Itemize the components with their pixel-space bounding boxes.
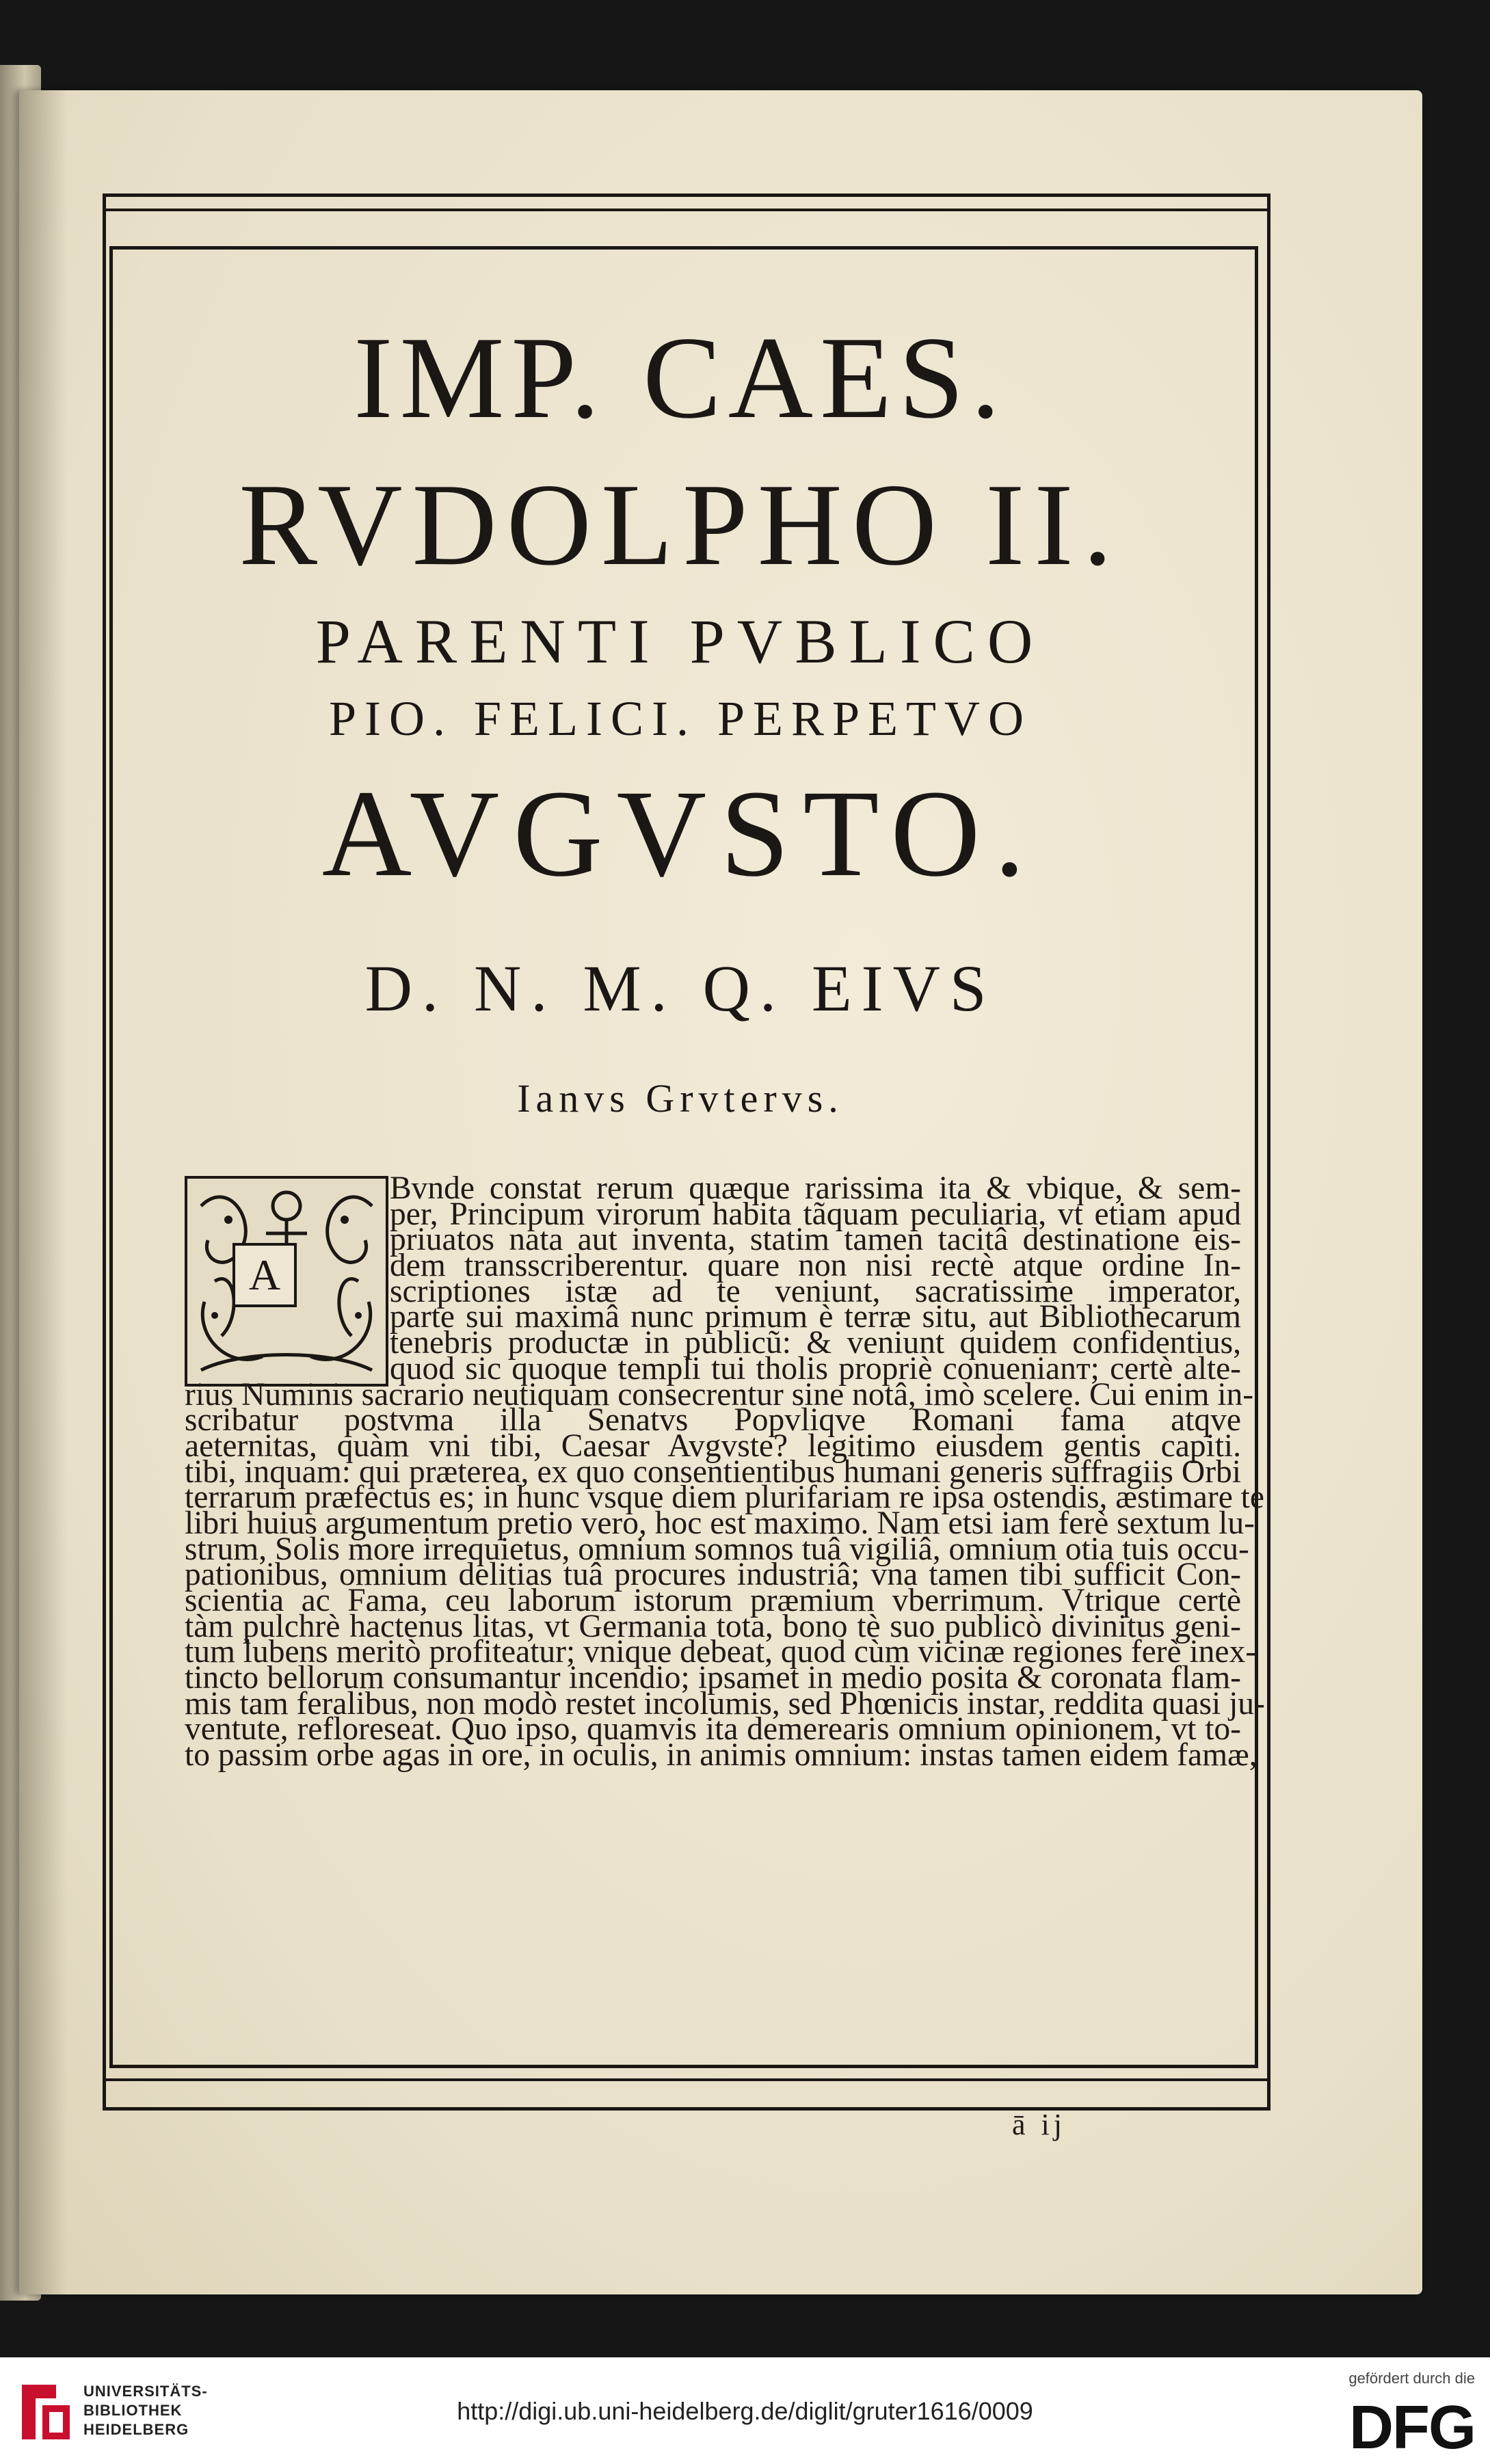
- text-line: pationibus, omnium delitias tuâ procures industriâ; vna tamen tibi sufficit Con-: [185, 1557, 1241, 1593]
- title-line-4: PIO. FELICI. PERPETVO: [328, 691, 1033, 746]
- source-url-link[interactable]: http://digi.ub.uni-heidelberg.de/diglit/gruter1616/0009: [457, 2397, 1033, 2425]
- text-line: libri huius argumentum pretio vero, hoc est maximo. Nam etsi iam ferè sextum lu-: [185, 1505, 1255, 1541]
- text-line: tibi, inquam: qui præterea, ex quo consentientibus humani generis suffragiis Orbi: [185, 1454, 1241, 1490]
- footer-bar: [0, 2357, 1490, 2464]
- institution-line-1: UNIVERSITÄTS-: [83, 2383, 208, 2400]
- dedication-text: [185, 1170, 1265, 1773]
- text-line: dem transscriberentur. quare non nisi rectè atque ordine In-: [390, 1248, 1241, 1284]
- text-line: Bvnde constat rerum quæque rarissima ita & vbique, & sem-: [390, 1170, 1241, 1206]
- initial-letter: A: [232, 1243, 297, 1307]
- title-line-6: D. N. M. Q. EIVS: [364, 952, 996, 1025]
- text-line: tincto bellorum consumantur incendio; ipsamet in medio posita & coronata flam-: [185, 1660, 1241, 1696]
- text-line: scientia ac Fama, ceu laborum istorum præmium vberrimum. Vtrique certè: [185, 1583, 1241, 1618]
- text-line: scribatur postvma illa Senatvs Popvliqve Romani fama atqve: [185, 1402, 1241, 1438]
- institution-line-3: HEIDELBERG: [83, 2421, 189, 2438]
- text-line: to passim orbe agas in ore, in oculis, in animis omnium: instas tamen eidem famæ,: [185, 1737, 1258, 1773]
- text-line: priuatos nata aut inventa, statim tamen tacitâ destinatione eis-: [390, 1222, 1241, 1258]
- text-line: quod sic quoque templi tui tholis propriè conuenianт; certè alte-: [390, 1350, 1241, 1387]
- title-line-2: RVDOLPHO II.: [239, 460, 1122, 590]
- dfg-logo: DFG: [1349, 2394, 1475, 2462]
- text-line: tum lubens meritò profiteatur; vnique debeat, quod cùm vicinæ regiones ferè inex-: [185, 1634, 1257, 1670]
- gutter-shadow: [19, 90, 67, 2294]
- signature-mark: ā ij: [1012, 2108, 1066, 2141]
- title-line-3: PARENTI PVBLICO: [315, 606, 1046, 676]
- text-line: parte sui maximâ nunc primum è terræ situ, aut Bibliothecarum: [390, 1299, 1241, 1335]
- title-line-5: AVGVSTO.: [321, 765, 1039, 902]
- text-line: tàm pulchrè hactenus litas, vt Germania tota, bono tè suo publicò divinitus geni-: [185, 1608, 1241, 1644]
- author-name: Ianvs Grvtervs.: [517, 1076, 844, 1121]
- text-line: terrarum præfectus es; in hunc vsque diem plurifariam re ipsa ostendis, æstimare te: [185, 1479, 1264, 1516]
- text-line: ventute, refloreseat. Quo ipso, quamvis ita demerearis omnium opinionem, vt to-: [185, 1711, 1241, 1747]
- title-line-1: IMP. CAES.: [354, 313, 1007, 443]
- text-line: rius Numinis sacrario neutiquam consecrentur sine notâ, imò scelere. Cui enim in-: [185, 1376, 1254, 1412]
- institution-line-2: BIBLIOTHEK: [83, 2402, 183, 2419]
- text-line: tenebris productæ in publicũ: & veniunt quidem confidentius,: [390, 1325, 1241, 1361]
- text-line: aeternitas, quàm vni tibi, Caesar Avgvste? legitimo eiusdem gentis capiti.: [185, 1428, 1241, 1464]
- frame-rule-bottom: [103, 2078, 1271, 2081]
- text-line: per, Principum virorum habita tãquam peculiaria, vt etiam apud: [390, 1196, 1241, 1232]
- funded-by-label: gefördert durch die: [1348, 2370, 1475, 2387]
- text-line: scriptiones istæ ad te veniunt, sacratissime imperator,: [390, 1273, 1241, 1309]
- text-line: mis tam feralibus, non modò restet incolumis, sed Phœnicis instar, reddita quasi ju-: [185, 1685, 1265, 1722]
- text-line: strum, Solis more irrequietus, omnium somnos tuâ vigiliâ, omnium otia tuis occu-: [185, 1531, 1249, 1567]
